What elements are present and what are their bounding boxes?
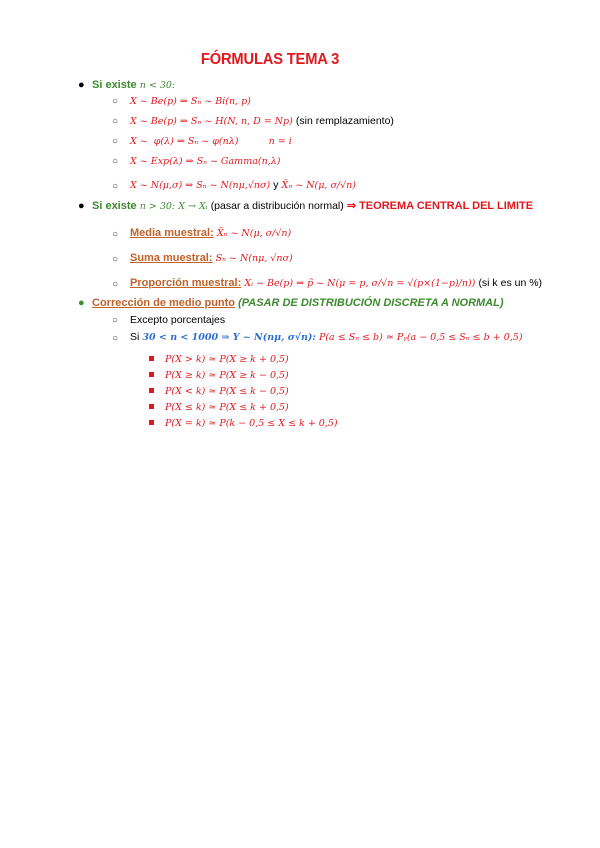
subitem [165, 368, 289, 383]
item-label: Media muestral: [130, 227, 214, 239]
circle-bullet-icon: ○ [112, 136, 119, 147]
section3-item [130, 330, 523, 345]
section1-condition: n < 30: [139, 80, 176, 91]
page-title: FÓRMULAS TEMA 3 [200, 51, 340, 68]
formula: X ~ N(μ,σ) ⇒ Sₙ ~ N(nμ,√nσ) [130, 180, 271, 191]
formula: Xᵢ ~ Be(p) ⇒ p̂ ~ N(μ = p, σ/√n = √(p×(1−p)/n)) [244, 278, 476, 289]
section1-heading [92, 78, 175, 93]
item-label: Proporción muestral: [130, 277, 242, 289]
section2-item [130, 226, 291, 241]
subitem [165, 416, 338, 431]
section1-item [130, 94, 251, 109]
circle-bullet-icon: ○ [112, 181, 119, 192]
section3-heading [92, 296, 504, 310]
subitem [165, 400, 289, 415]
subitem [165, 384, 289, 399]
formula-2: X̄ₙ ~ N(μ, σ/√n) [281, 180, 357, 191]
circle-bullet-icon: ○ [112, 229, 119, 240]
section2-label: Si existe [92, 200, 137, 212]
note: y [273, 179, 279, 191]
section1-item [130, 178, 356, 193]
circle-bullet-icon: ○ [112, 156, 119, 167]
circle-bullet-icon: ○ [112, 315, 119, 326]
item-prefix: Si [130, 331, 140, 343]
section2-note: (pasar a distribución normal) [210, 200, 344, 212]
circle-bullet-icon: ○ [112, 254, 119, 265]
square-bullet-icon [149, 404, 154, 409]
section2-condition-2: X → Xᵢ [178, 201, 208, 212]
circle-bullet-icon: ○ [112, 279, 119, 290]
section3-note: (PASAR DE DISTRIBUCIÓN DISCRETA A NORMAL) [238, 297, 504, 309]
formula: X ~ Be(p) ⇒ Sₙ ~ Bi(n, p) [130, 96, 251, 107]
formula: P(a ≤ Sₙ ≤ b) ≃ Pᵧ(a − 0,5 ≤ Sₙ ≤ b + 0,5) [318, 332, 523, 343]
section2-condition: n > 30: [139, 201, 176, 212]
circle-bullet-icon: ○ [112, 116, 119, 127]
section3-item [130, 313, 225, 327]
subitem [165, 352, 289, 367]
formula: X ~ Be(p) ⇒ Sₙ ~ H(N, n, D = Np) [130, 116, 293, 127]
square-bullet-icon [149, 420, 154, 425]
section2-clt: ⇒ TEOREMA CENTRAL DEL LIMITE [346, 200, 534, 212]
square-bullet-icon [149, 372, 154, 377]
section1-item [130, 154, 280, 169]
item-condition: 30 < n < 1000 ⇒ Y ~ N(nμ, σ√n): [142, 332, 316, 343]
note: (sin remplazamiento) [295, 115, 394, 127]
circle-bullet-icon: ○ [112, 333, 119, 344]
bullet-icon: ● [78, 79, 85, 91]
formula: P(X ≤ k) ≃ P(X ≤ k + 0,5) [165, 402, 289, 413]
section3-label: Corrección de medio punto [92, 297, 236, 309]
note: (si k es un %) [478, 277, 543, 289]
formula: P(X > k) ≃ P(X ≥ k + 0,5) [165, 354, 289, 365]
square-bullet-icon [149, 356, 154, 361]
section1-item [130, 134, 292, 149]
square-bullet-icon [149, 388, 154, 393]
formula: X ~ φ(λ) ⇒ Sₙ ~ φ(nλ) n = i [130, 136, 292, 147]
bullet-icon: ● [78, 297, 85, 309]
section2-item [130, 276, 542, 291]
formula: P(X ≥ k) ≃ P(X ≥ k − 0,5) [165, 370, 289, 381]
formula: Sₙ ~ N(nμ, √nσ) [215, 253, 293, 264]
formula: P(X = k) ≃ P(k − 0,5 ≤ X ≤ k + 0,5) [165, 418, 338, 429]
formula: X̄ₙ ~ N(μ, σ/√n) [216, 228, 292, 239]
formula: P(X < k) ≃ P(X ≤ k − 0,5) [165, 386, 289, 397]
section1-label: Si existe [92, 79, 137, 91]
circle-bullet-icon: ○ [112, 96, 119, 107]
formula: X ~ Exp(λ) ⇒ Sₙ ~ Gamma(n,λ) [130, 156, 281, 167]
section2-item [130, 251, 293, 266]
item-label: Suma muestral: [130, 252, 213, 264]
section1-item [130, 114, 394, 129]
item-text: Excepto porcentajes [130, 314, 226, 326]
section2-heading [92, 199, 533, 214]
bullet-icon: ● [78, 200, 85, 212]
